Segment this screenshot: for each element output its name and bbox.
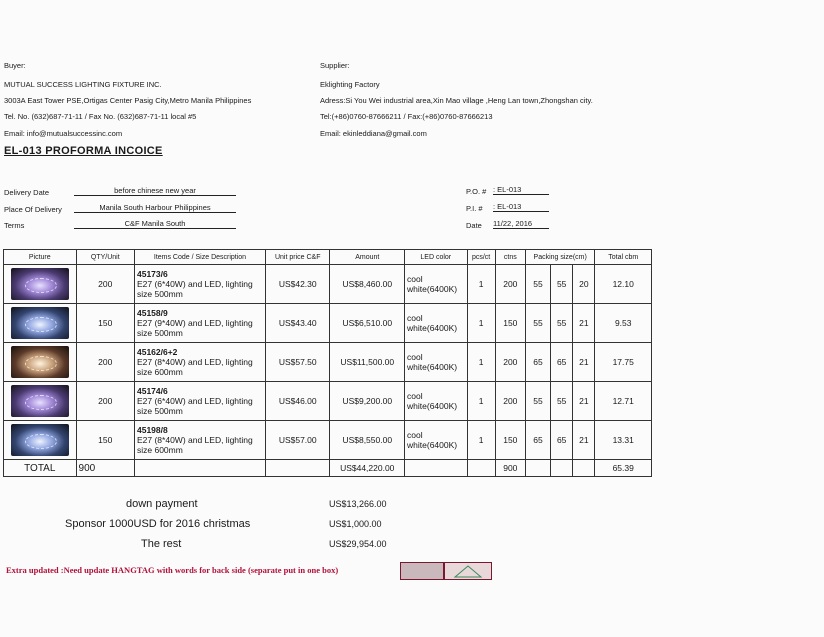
hangtag-photo — [444, 562, 492, 580]
triangle-icon — [445, 563, 491, 579]
packing-length-cell: 55 — [525, 304, 550, 343]
item-description: E27 (9*40W) and LED, lighting size 500mm — [136, 318, 253, 338]
total-amount: US$44,220.00 — [330, 460, 405, 477]
supplier-address: Adress:Si You Wei industrial area,Xin Mao village ,Heng Lan town,Zhongshan city. — [320, 96, 593, 105]
delivery-date-label: Delivery Date — [4, 188, 50, 197]
place-of-delivery-label: Place Of Delivery — [4, 205, 62, 214]
packing-height-cell: 21 — [573, 382, 595, 421]
pcs-cell: 1 — [467, 382, 495, 421]
packing-width-cell: 65 — [551, 421, 573, 460]
header-items: Items Code / Size Description — [134, 250, 265, 265]
packing-width-cell: 55 — [551, 382, 573, 421]
packing-height-cell: 21 — [573, 343, 595, 382]
packing-length-cell: 55 — [525, 265, 550, 304]
header-pcs: pcs/ct — [467, 250, 495, 265]
qty-cell: 150 — [76, 421, 134, 460]
total-label: TOTAL — [4, 460, 77, 477]
packing-height-cell: 21 — [573, 304, 595, 343]
amount-cell: US$8,550.00 — [330, 421, 405, 460]
supplier-tel: Tel:(+86)0760-87666211 / Fax:(+86)0760-87666213 — [320, 112, 493, 121]
supplier-name: Eklighting Factory — [320, 80, 380, 89]
packing-width-cell: 65 — [551, 343, 573, 382]
item-code: 45173/6 — [136, 269, 168, 279]
extra-note: Extra updated :Need update HANGTAG with words for back side (separate put in one box) — [6, 565, 339, 575]
item-code: 45158/9 — [136, 308, 168, 318]
product-photo — [11, 268, 69, 300]
terms-value: C&F Manila South — [74, 219, 236, 229]
total-row — [4, 460, 652, 477]
terms-label: Terms — [4, 221, 25, 230]
pi-label: P.I. # — [466, 204, 483, 213]
led-color-cell: cool white(6400K) — [405, 343, 467, 382]
item-description: E27 (6*40W) and LED, lighting size 500mm — [136, 279, 253, 299]
table-row — [4, 343, 652, 382]
down-payment-value: US$13,266.00 — [329, 499, 387, 509]
table-row — [4, 382, 652, 421]
ctns-cell: 200 — [495, 343, 525, 382]
item-code: 45198/8 — [136, 425, 168, 435]
cbm-cell: 9.53 — [595, 304, 652, 343]
amount-cell: US$9,200.00 — [330, 382, 405, 421]
product-photo — [11, 424, 69, 456]
led-color-cell: cool white(6400K) — [405, 421, 467, 460]
packing-length-cell: 55 — [525, 382, 550, 421]
ctns-cell: 200 — [495, 382, 525, 421]
product-photo — [11, 346, 69, 378]
header-unit-price: Unit price C&F — [265, 250, 329, 265]
header-ctns: ctns — [495, 250, 525, 265]
cbm-cell: 17.75 — [595, 343, 652, 382]
date-label: Date — [466, 221, 482, 230]
item-description: E27 (6*40W) and LED, lighting size 500mm — [136, 396, 253, 416]
total-ctns: 900 — [495, 460, 525, 477]
header-led-color: LED color — [405, 250, 467, 265]
amount-cell: US$11,500.00 — [330, 343, 405, 382]
pcs-cell: 1 — [467, 265, 495, 304]
buyer-heading: Buyer: — [4, 61, 26, 70]
sponsor-label: Sponsor 1000USD for 2016 christmas — [65, 518, 251, 530]
cbm-cell: 12.10 — [595, 265, 652, 304]
pi-value: : EL-013 — [493, 202, 549, 212]
item-description: E27 (8*40W) and LED, lighting size 600mm — [136, 357, 253, 377]
po-value: : EL-013 — [493, 185, 549, 195]
document-title: EL-013 PROFORMA INCOICE — [4, 145, 163, 157]
packing-width-cell: 55 — [551, 265, 573, 304]
header-total-cbm: Total cbm — [595, 250, 652, 265]
qty-cell: 200 — [76, 343, 134, 382]
table-header-row — [4, 250, 652, 265]
packing-length-cell: 65 — [525, 343, 550, 382]
amount-cell: US$6,510.00 — [330, 304, 405, 343]
buyer-email: Email: info@mutualsuccessinc.com — [4, 129, 123, 138]
product-photo — [11, 307, 69, 339]
qty-cell: 200 — [76, 382, 134, 421]
led-color-cell: cool white(6400K) — [405, 304, 467, 343]
packing-height-cell: 21 — [573, 421, 595, 460]
pcs-cell: 1 — [467, 343, 495, 382]
header-picture: Picture — [4, 250, 77, 265]
supplier-heading: Supplier: — [320, 61, 350, 70]
ctns-cell: 150 — [495, 304, 525, 343]
the-rest-value: US$29,954.00 — [329, 539, 387, 549]
table-row — [4, 304, 652, 343]
table-row — [4, 421, 652, 460]
packing-height-cell: 20 — [573, 265, 595, 304]
buyer-tel: Tel. No. (632)687-71-11 / Fax No. (632)687-71-11 local #5 — [4, 112, 197, 121]
led-color-cell: cool white(6400K) — [405, 265, 467, 304]
delivery-date-value: before chinese new year — [74, 186, 236, 196]
item-description: E27 (8*40W) and LED, lighting size 600mm — [136, 435, 253, 455]
unit-price-cell: US$57.00 — [265, 421, 329, 460]
pcs-cell: 1 — [467, 421, 495, 460]
unit-price-cell: US$42.30 — [265, 265, 329, 304]
pcs-cell: 1 — [467, 304, 495, 343]
ctns-cell: 200 — [495, 265, 525, 304]
place-of-delivery-value: Manila South Harbour Philippines — [74, 203, 236, 213]
qty-cell: 150 — [76, 304, 134, 343]
cbm-cell: 12.71 — [595, 382, 652, 421]
total-qty: 900 — [76, 460, 134, 477]
hangtag-photo — [400, 562, 444, 580]
item-code: 45174/6 — [136, 386, 168, 396]
unit-price-cell: US$57.50 — [265, 343, 329, 382]
header-qty: QTY/Unit — [76, 250, 134, 265]
date-value: 11/22, 2016 — [493, 219, 549, 229]
packing-length-cell: 65 — [525, 421, 550, 460]
unit-price-cell: US$46.00 — [265, 382, 329, 421]
buyer-name: MUTUAL SUCCESS LIGHTING FIXTURE INC. — [4, 80, 162, 89]
cbm-cell: 13.31 — [595, 421, 652, 460]
header-packing-size: Packing size(cm) — [525, 250, 595, 265]
supplier-email: Email: ekinleddiana@gmail.com — [320, 129, 427, 138]
item-code: 45162/6+2 — [136, 347, 178, 357]
unit-price-cell: US$43.40 — [265, 304, 329, 343]
ctns-cell: 150 — [495, 421, 525, 460]
po-label: P.O. # — [466, 187, 487, 196]
down-payment-label: down payment — [126, 498, 198, 510]
packing-width-cell: 55 — [551, 304, 573, 343]
led-color-cell: cool white(6400K) — [405, 382, 467, 421]
product-photo — [11, 385, 69, 417]
buyer-address: 3003A East Tower PSE,Ortigas Center Pasig City,Metro Manila Philippines — [4, 96, 252, 105]
invoice-table — [3, 249, 652, 477]
total-cbm: 65.39 — [595, 460, 652, 477]
table-row — [4, 265, 652, 304]
header-amount: Amount — [330, 250, 405, 265]
qty-cell: 200 — [76, 265, 134, 304]
amount-cell: US$8,460.00 — [330, 265, 405, 304]
the-rest-label: The rest — [141, 538, 182, 550]
sponsor-value: US$1,000.00 — [329, 519, 382, 529]
